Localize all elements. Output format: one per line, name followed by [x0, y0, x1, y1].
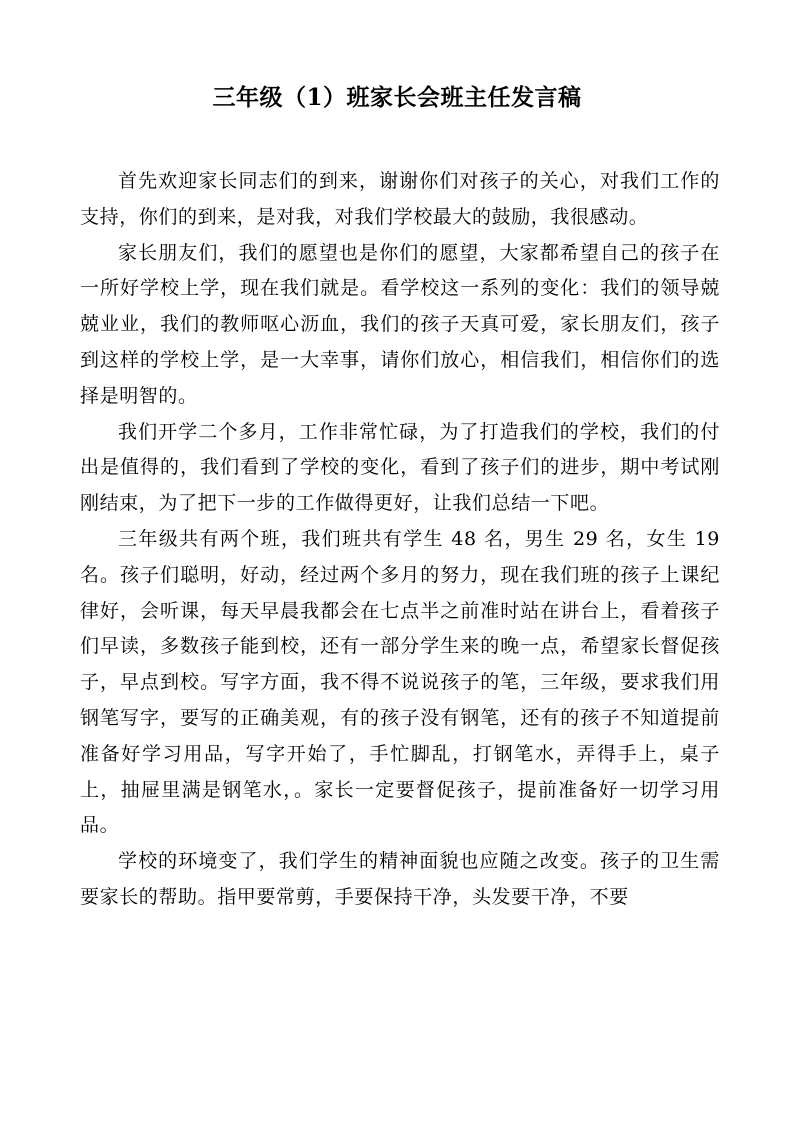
paragraph-hygiene: 学校的环境变了，我们学生的精神面貌也应随之改变。孩子的卫生需要家长的帮助。指甲要常剪，手要保持干净，头发要干净，不要 [80, 850, 720, 908]
document-body [80, 164, 720, 916]
paragraph-class-situation: 三年级共有两个班，我们班共有学生 48 名，男生 29 名，女生 19 名。孩子们聪明，好动，经过两个多月的努力，现在我们班的孩子上课纪律好，会听课，每天早晨我都会在七点半之前准时站在讲台上，看着孩子们早读，多数孩子能到校，还有一部分学生来的晚一点，希望家长督促孩子，早点到校。写字方面，我不得不说说孩子的笔，三年级，要求我们用钢笔写字，要写的正确美观，有的孩子没有钢笔，还有的孩子不知道提前准备好学习用品，写字开始了，手忙脚乱，打钢笔水，弄得手上，桌子上，抽屉里满是钢笔水，。家长一定要督促孩子，提前准备好一切学习用品。 [80, 527, 720, 837]
paragraph-parents-wishes: 家长朋友们，我们的愿望也是你们的愿望，大家都希望自己的孩子在一所好学校上学，现在我们就是。看学校这一系列的变化：我们的领导兢兢业业，我们的教师呕心沥血，我们的孩子天真可爱，家长朋友们，孩子到这样的学校上学，是一大幸事，请你们放心，相信我们，相信你们的选择是明智的。 [80, 241, 720, 407]
paragraph-semester-summary: 我们开学二个多月，工作非常忙碌，为了打造我们的学校，我们的付出是值得的，我们看到了学校的变化，看到了孩子们的进步，期中考试刚刚结束，为了把下一步的工作做得更好，让我们总结一下吧。 [80, 420, 720, 515]
document-title: 三年级（1）班家长会班主任发言稿 [212, 84, 582, 111]
paragraph-welcome: 首先欢迎家长同志们的到来，谢谢你们对孩子的关心，对我们工作的支持，你们的到来，是对我，对我们学校最大的鼓励，我很感动。 [80, 170, 720, 228]
